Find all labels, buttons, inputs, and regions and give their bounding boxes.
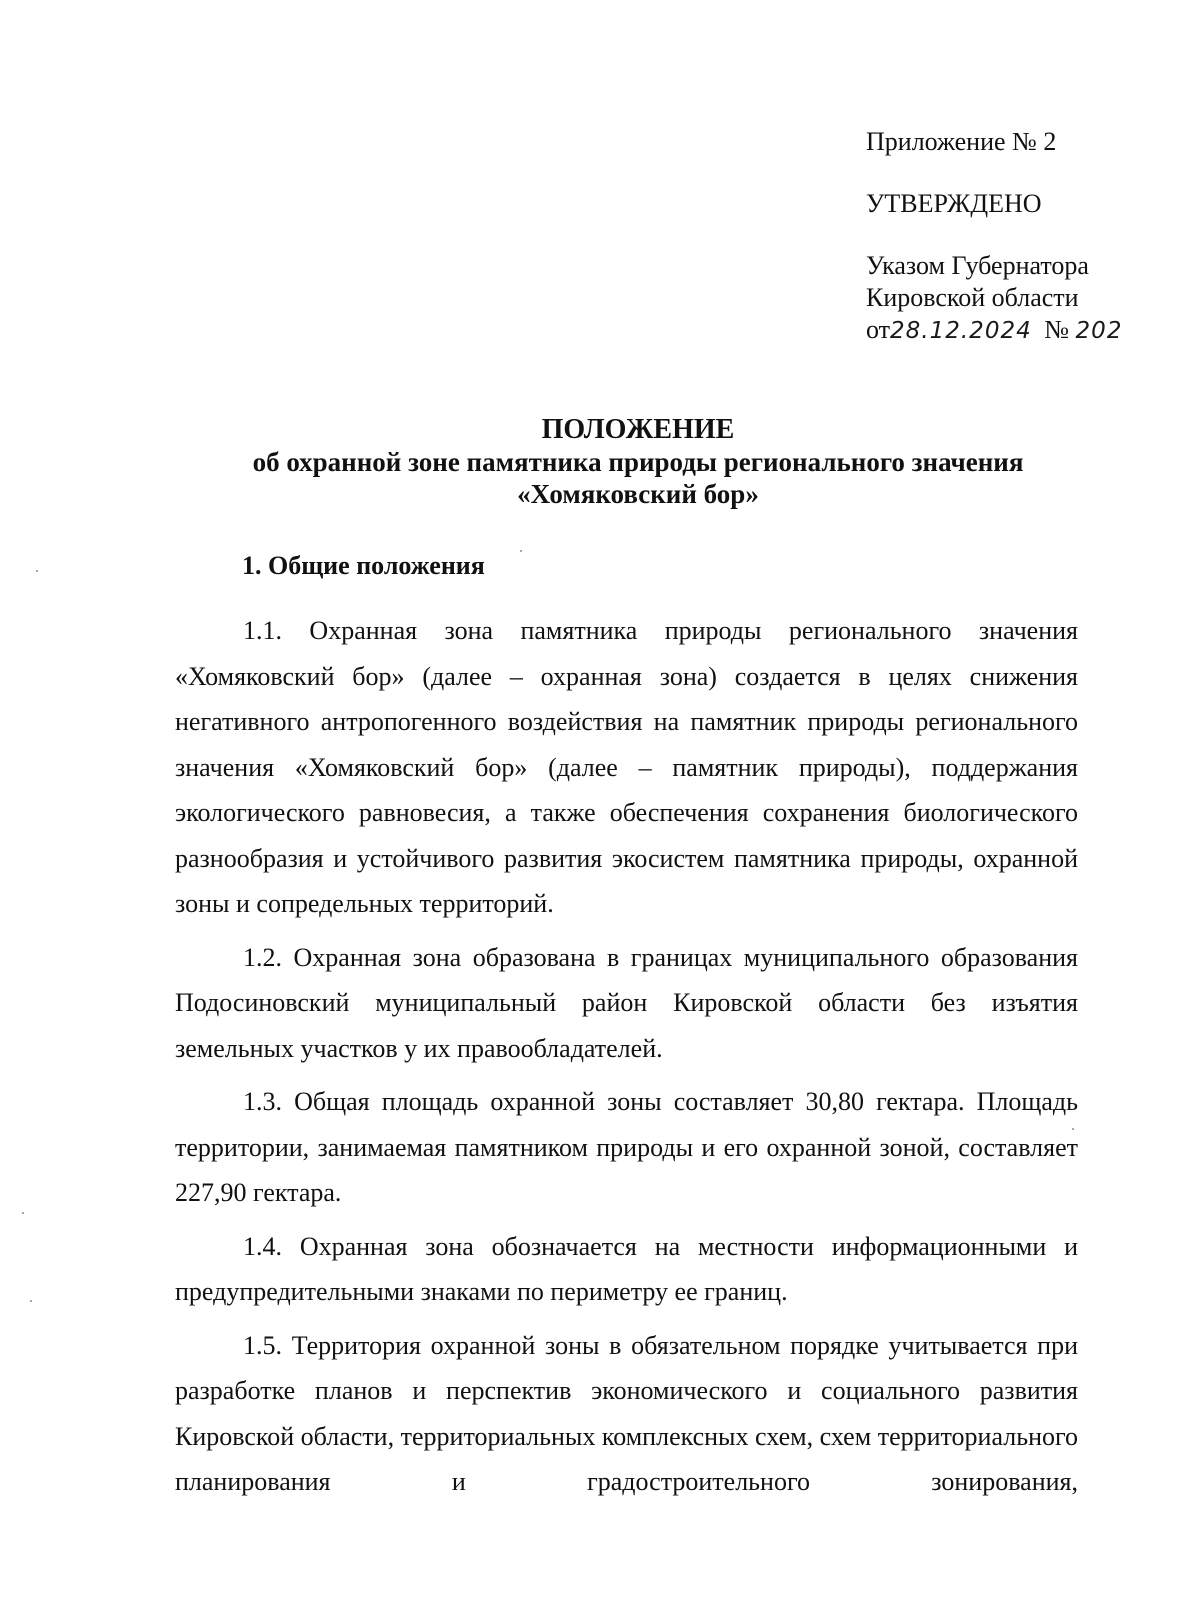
paragraph-1-2 bbox=[175, 935, 1078, 1072]
paragraph-text: Охранная зона обозначается на местности информационными и предупредительными знаками по периметру ее границ. bbox=[175, 1231, 1079, 1306]
approval-block bbox=[866, 126, 1166, 347]
title-subtitle: об охранной зоне памятника природы регионального значения bbox=[252, 447, 1024, 477]
number-prefix: № bbox=[1044, 315, 1070, 344]
paragraph-text: Охранная зона памятника природы регионального значения «Хомяковский бор» (далее – охранная зона) создается в целях снижения негативного антропогенного воздействия на памятник природы регионального значения «Хомяковский бор» (далее – памятник природы), поддержания экологического равновесия, а также обеспечения сохранения биологического разнообразия и устойчивого развития экосистем памятника природы, охранной зоны и сопредельных территорий. bbox=[175, 616, 1078, 918]
handwritten-date: 28.12.2024 bbox=[890, 318, 1032, 344]
section-heading: 1. Общие положения bbox=[242, 551, 485, 580]
paragraph-number: 1.5. bbox=[243, 1330, 282, 1360]
title-main: ПОЛОЖЕНИЕ bbox=[541, 414, 735, 445]
paragraph-1-1 bbox=[175, 608, 1078, 927]
paragraph-text: Общая площадь охранной зоны составляет 30,80 гектара. Площадь территории, занимаемая памятником природы и его охранной зоной, составляет 227,90 гектара. bbox=[175, 1087, 1078, 1207]
handwritten-number: 202 bbox=[1075, 318, 1123, 344]
paragraph-number: 1.3. bbox=[243, 1087, 282, 1116]
paragraph-text: Территория охранной зоны в обязательном порядке учитывается при разработке планов и перспектив экономического и социального развития Кировской области, территориальных комплексных схем, схем территориального планирования и градостроительного зонирования, bbox=[175, 1330, 1078, 1496]
document-body bbox=[175, 608, 1078, 1505]
paragraph-number: 1.1. bbox=[243, 616, 282, 645]
paragraph-1-5 bbox=[175, 1323, 1078, 1505]
paragraph-1-3 bbox=[175, 1079, 1078, 1216]
paragraph-number: 1.2. bbox=[243, 942, 282, 972]
title-name: «Хомяковский бор» bbox=[517, 479, 759, 509]
approved-by-line2: Кировской области bbox=[866, 283, 1079, 312]
appendix-label: Приложение № 2 bbox=[866, 127, 1057, 156]
approved-label: УТВЕРЖДЕНО bbox=[866, 189, 1042, 218]
document-title bbox=[0, 414, 1200, 510]
approval-date-line bbox=[866, 314, 1166, 347]
paragraph-number: 1.4. bbox=[243, 1231, 282, 1261]
approved-by-line1: Указом Губернатора bbox=[866, 251, 1089, 280]
date-prefix: от bbox=[866, 315, 891, 344]
paragraph-1-4 bbox=[175, 1224, 1078, 1315]
paragraph-text: Охранная зона образована в границах муниципального образования Подосиновский муниципальный район Кировской области без изъятия земельных участков у их правообладателей. bbox=[175, 942, 1078, 1063]
